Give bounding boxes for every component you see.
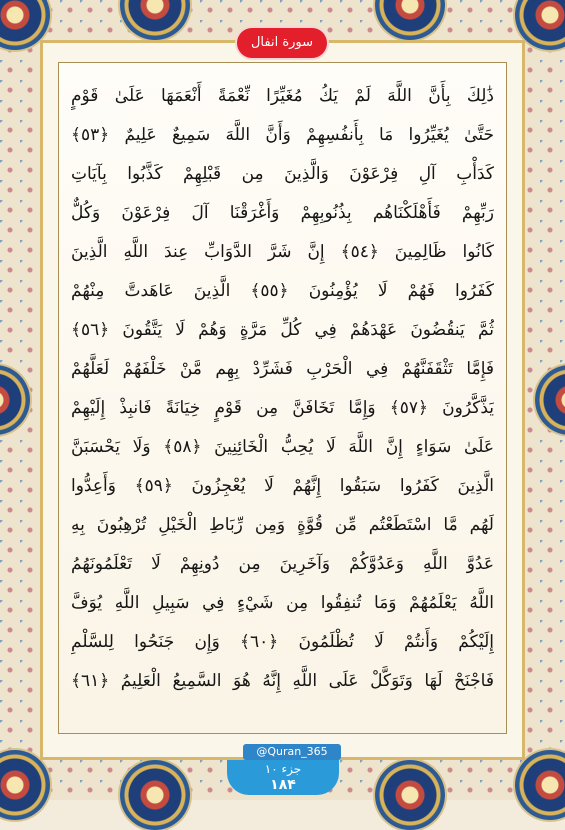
- juz-label: جزء ۱۰: [264, 762, 302, 776]
- verse-line: عَدُوَّ اللَّهِ وَعَدُوَّكُمْ وَآخَرِينَ مِن دُونِهِمْ لَا تَعْلَمُونَهُمُ: [71, 554, 494, 574]
- verse-line: كَانُوا ظَالِمِينَ ﴿٥٤﴾ إِنَّ شَرَّ الدَّوَابِّ عِندَ اللَّهِ الَّذِينَ: [71, 242, 494, 262]
- verse-line: الَّذِينَ كَفَرُوا سَبَقُوا إِنَّهُمْ لَا يُعْجِزُونَ ﴿٥٩﴾ وَأَعِدُّوا: [71, 476, 494, 496]
- verse-line: ذَٰلِكَ بِأَنَّ اللَّهَ لَمْ يَكُ مُغَيِّرًا نِّعْمَةً أَنْعَمَهَا عَلَىٰ قَوْمٍ: [71, 86, 494, 106]
- verse-line: كَدَأْبِ آلِ فِرْعَوْنَ وَالَّذِينَ مِن قَبْلِهِمْ كَذَّبُوا بِآيَاتِ: [71, 164, 494, 184]
- verse-line: كَفَرُوا فَهُمْ لَا يُؤْمِنُونَ ﴿٥٥﴾ الَّذِينَ عَاهَدتَّ مِنْهُمْ: [71, 281, 494, 301]
- verse-line: رَبِّهِمْ فَأَهْلَكْنَاهُم بِذُنُوبِهِمْ وَأَغْرَقْنَا آلَ فِرْعَوْنَ وَكُلٌّ: [71, 203, 494, 223]
- verse-line: حَتَّىٰ يُغَيِّرُوا مَا بِأَنفُسِهِمْ وَأَنَّ اللَّهَ سَمِيعٌ عَلِيمٌ ﴿٥٣﴾: [71, 125, 494, 145]
- verse-line: اللَّهُ يَعْلَمُهُمْ وَمَا تُنفِقُوا مِن شَيْءٍ فِي سَبِيلِ اللَّهِ يُوَفَّ: [71, 593, 494, 613]
- quran-text-panel: [58, 62, 507, 734]
- page-number: ۱۸۴: [270, 777, 296, 793]
- surah-name-badge: سورة انفال: [237, 28, 327, 58]
- verse-line: عَلَىٰ سَوَاءٍ إِنَّ اللَّهَ لَا يُحِبُّ الْخَائِنِينَ ﴿٥٨﴾ وَلَا يَحْسَبَنَّ: [71, 437, 494, 457]
- verse-line: فَاجْنَحْ لَهَا وَتَوَكَّلْ عَلَى اللَّهِ إِنَّهُ هُوَ السَّمِيعُ الْعَلِيمُ ﴿٦١﴾: [71, 671, 494, 691]
- page-number-badge: [227, 760, 339, 795]
- verse-line: ثُمَّ يَنقُضُونَ عَهْدَهُمْ فِي كُلِّ مَرَّةٍ وَهُمْ لَا يَتَّقُونَ ﴿٥٦﴾: [71, 320, 494, 340]
- bottom-medallion-right: [375, 760, 445, 830]
- bottom-medallion-left: [120, 760, 190, 830]
- verse-line: يَذَّكَّرُونَ ﴿٥٧﴾ وَإِمَّا تَخَافَنَّ مِن قَوْمٍ خِيَانَةً فَانبِذْ إِلَيْهِمْ: [71, 398, 494, 418]
- channel-handle[interactable]: @Quran_365: [243, 744, 341, 760]
- verse-line: فَإِمَّا تَثْقَفَنَّهُمْ فِي الْحَرْبِ فَشَرِّدْ بِهِم مَّنْ خَلْفَهُمْ لَعَلَّهُمْ: [71, 359, 494, 379]
- verse-line: لَهُم مَّا اسْتَطَعْتُم مِّن قُوَّةٍ وَمِن رِّبَاطِ الْخَيْلِ تُرْهِبُونَ بِهِ: [71, 515, 494, 535]
- verse-line: إِلَيْكُمْ وَأَنتُمْ لَا تُظْلَمُونَ ﴿٦٠﴾ وَإِن جَنَحُوا لِلسَّلْمِ: [71, 632, 494, 652]
